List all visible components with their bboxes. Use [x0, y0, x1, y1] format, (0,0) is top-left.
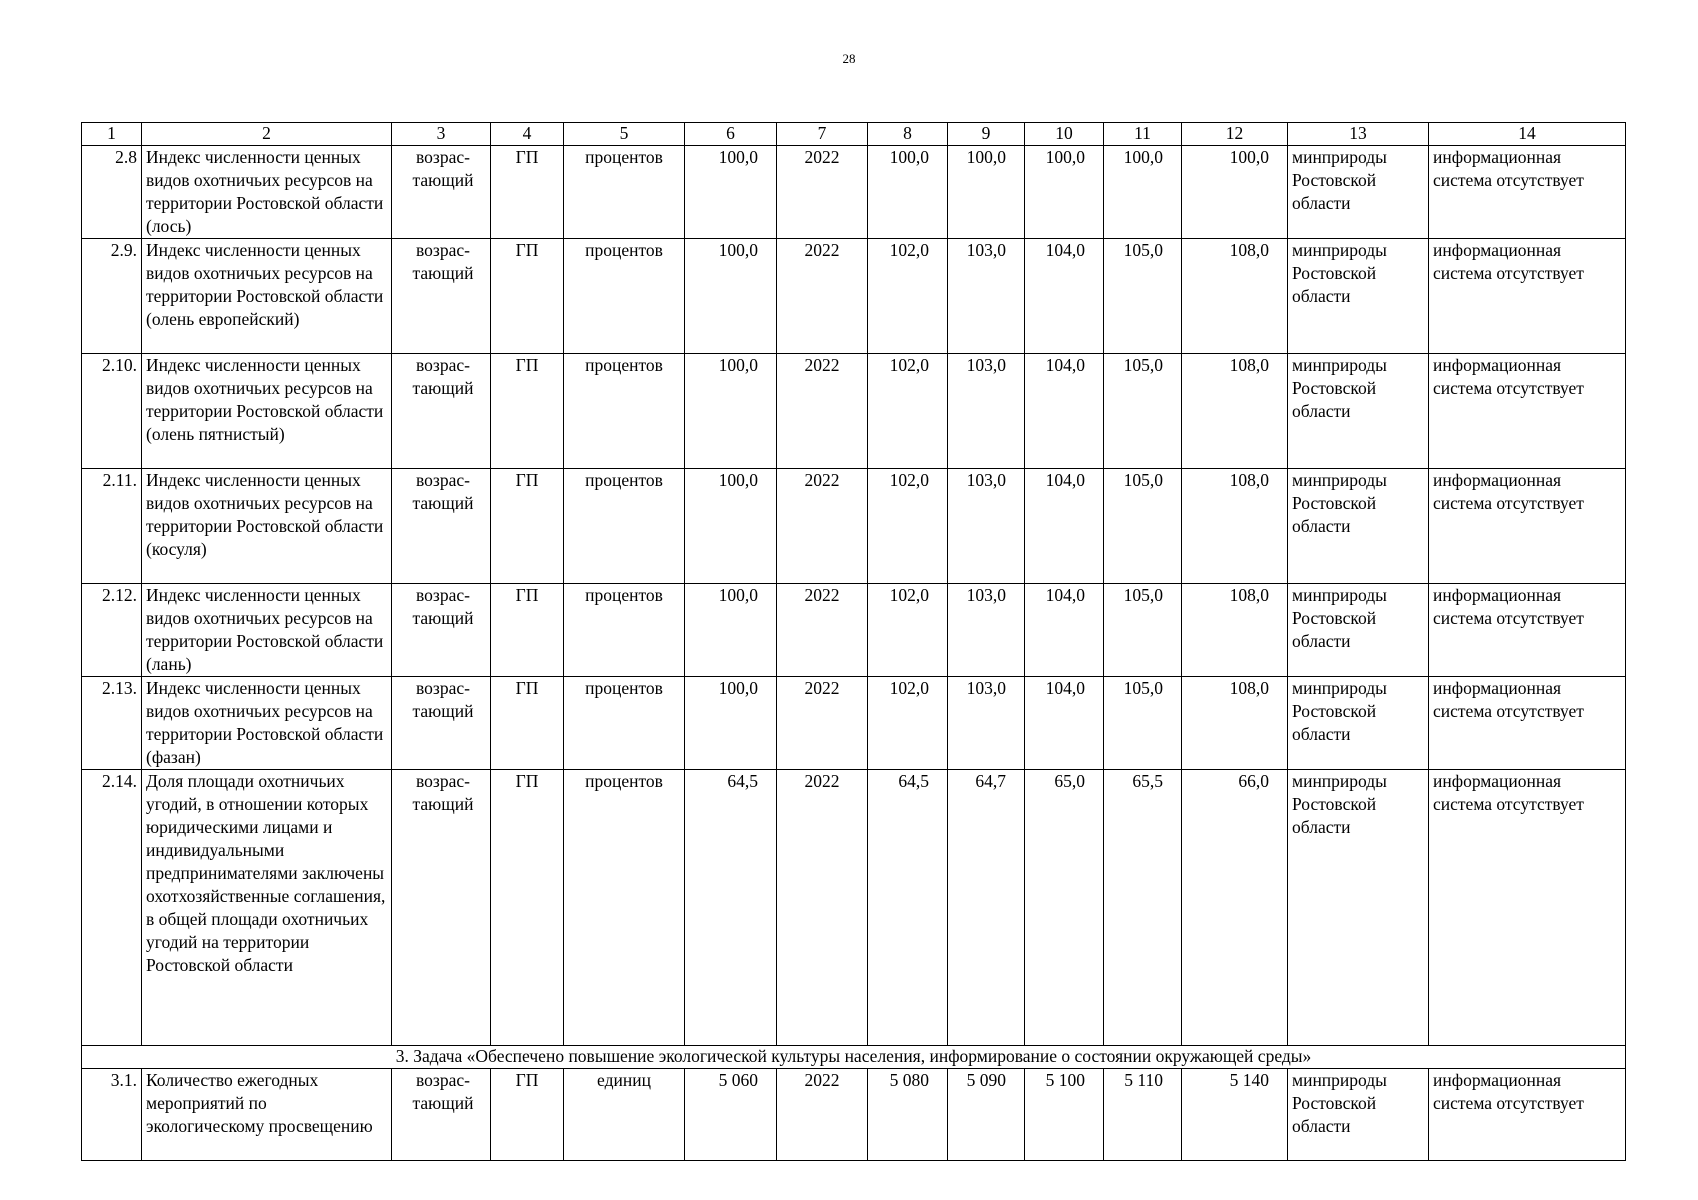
type-cell: ГП	[491, 770, 564, 1046]
column-header: 8	[868, 123, 948, 146]
trend-cell: возрас-тающий	[392, 469, 491, 584]
base-year-cell: 2022	[777, 770, 868, 1046]
column-header: 5	[564, 123, 685, 146]
responsible-cell: минприроды Ростовской области	[1288, 239, 1429, 354]
info-system-cell: информационная система отсутствует	[1429, 1069, 1626, 1161]
value-cell: 103,0	[948, 677, 1025, 770]
base-value-cell: 100,0	[685, 354, 777, 469]
value-cell: 103,0	[948, 354, 1025, 469]
column-header: 10	[1025, 123, 1104, 146]
base-value-cell: 100,0	[685, 677, 777, 770]
column-header: 7	[777, 123, 868, 146]
indicator-name: Доля площади охотничьих угодий, в отношении которых юридическими лицами и индивидуальными предпринимателями заключены охотхозяйственные соглашения, в общей площади охотничьих угодий на территории Ростовской области	[142, 770, 392, 1046]
section-3	[82, 1046, 1626, 1069]
base-year-cell: 2022	[777, 469, 868, 584]
column-header: 1	[82, 123, 142, 146]
value-cell: 105,0	[1104, 584, 1182, 677]
info-system-cell: информационная система отсутствует	[1429, 770, 1626, 1046]
indicator-name: Индекс численности ценных видов охотничьих ресурсов на территории Ростовской области (лось)	[142, 146, 392, 239]
value-cell: 64,7	[948, 770, 1025, 1046]
table-row	[82, 239, 1626, 354]
value-cell: 102,0	[868, 677, 948, 770]
column-header: 11	[1104, 123, 1182, 146]
value-cell: 100,0	[1025, 146, 1104, 239]
value-cell: 66,0	[1182, 770, 1288, 1046]
info-system-cell: информационная система отсутствует	[1429, 146, 1626, 239]
value-cell: 5 110	[1104, 1069, 1182, 1161]
value-cell: 104,0	[1025, 584, 1104, 677]
info-system-cell: информационная система отсутствует	[1429, 677, 1626, 770]
value-cell: 105,0	[1104, 239, 1182, 354]
trend-cell: возрас-тающий	[392, 239, 491, 354]
value-cell: 5 090	[948, 1069, 1025, 1161]
unit-cell: процентов	[564, 677, 685, 770]
column-header: 12	[1182, 123, 1288, 146]
value-cell: 108,0	[1182, 239, 1288, 354]
group-3-rows	[82, 1069, 1626, 1161]
value-cell: 100,0	[948, 146, 1025, 239]
column-header: 13	[1288, 123, 1429, 146]
trend-cell: возрас-тающий	[392, 1069, 491, 1161]
type-cell: ГП	[491, 354, 564, 469]
column-header: 9	[948, 123, 1025, 146]
value-cell: 100,0	[1104, 146, 1182, 239]
table-row	[82, 1069, 1626, 1161]
type-cell: ГП	[491, 1069, 564, 1161]
indicator-name: Количество ежегодных мероприятий по экологическому просвещению	[142, 1069, 392, 1161]
responsible-cell: минприроды Ростовской области	[1288, 469, 1429, 584]
table-row	[82, 770, 1626, 1046]
section-title: 3. Задача «Обеспечено повышение экологической культуры населения, информирование о состоянии окружающей среды»	[82, 1046, 1626, 1069]
row-number: 2.13.	[82, 677, 142, 770]
value-cell: 104,0	[1025, 677, 1104, 770]
value-cell: 5 140	[1182, 1069, 1288, 1161]
table-row	[82, 677, 1626, 770]
value-cell: 108,0	[1182, 469, 1288, 584]
value-cell: 108,0	[1182, 584, 1288, 677]
type-cell: ГП	[491, 677, 564, 770]
info-system-cell: информационная система отсутствует	[1429, 239, 1626, 354]
unit-cell: процентов	[564, 770, 685, 1046]
value-cell: 104,0	[1025, 354, 1104, 469]
table-row	[82, 469, 1626, 584]
base-value-cell: 100,0	[685, 146, 777, 239]
trend-cell: возрас-тающий	[392, 770, 491, 1046]
unit-cell: процентов	[564, 469, 685, 584]
column-header: 14	[1429, 123, 1626, 146]
value-cell: 100,0	[868, 146, 948, 239]
base-value-cell: 5 060	[685, 1069, 777, 1161]
value-cell: 65,0	[1025, 770, 1104, 1046]
value-cell: 103,0	[948, 584, 1025, 677]
row-number: 3.1.	[82, 1069, 142, 1161]
value-cell: 105,0	[1104, 354, 1182, 469]
base-year-cell: 2022	[777, 354, 868, 469]
row-number: 2.9.	[82, 239, 142, 354]
type-cell: ГП	[491, 584, 564, 677]
unit-cell: процентов	[564, 354, 685, 469]
base-year-cell: 2022	[777, 146, 868, 239]
column-header: 3	[392, 123, 491, 146]
column-number-row	[82, 123, 1626, 146]
base-year-cell: 2022	[777, 584, 868, 677]
row-number: 2.8	[82, 146, 142, 239]
indicator-name: Индекс численности ценных видов охотничьих ресурсов на территории Ростовской области (олень европейский)	[142, 239, 392, 354]
value-cell: 108,0	[1182, 354, 1288, 469]
value-cell: 104,0	[1025, 469, 1104, 584]
unit-cell: процентов	[564, 239, 685, 354]
type-cell: ГП	[491, 239, 564, 354]
value-cell: 104,0	[1025, 239, 1104, 354]
trend-cell: возрас-тающий	[392, 354, 491, 469]
responsible-cell: минприроды Ростовской области	[1288, 677, 1429, 770]
type-cell: ГП	[491, 469, 564, 584]
value-cell: 102,0	[868, 469, 948, 584]
trend-cell: возрас-тающий	[392, 677, 491, 770]
base-value-cell: 100,0	[685, 469, 777, 584]
group-2-rows	[82, 146, 1626, 1046]
value-cell: 65,5	[1104, 770, 1182, 1046]
base-year-cell: 2022	[777, 1069, 868, 1161]
responsible-cell: минприроды Ростовской области	[1288, 770, 1429, 1046]
value-cell: 105,0	[1104, 677, 1182, 770]
table-row	[82, 146, 1626, 239]
trend-cell: возрас-тающий	[392, 146, 491, 239]
value-cell: 100,0	[1182, 146, 1288, 239]
indicator-name: Индекс численности ценных видов охотничьих ресурсов на территории Ростовской области (косуля)	[142, 469, 392, 584]
page-number: 28	[842, 51, 856, 66]
responsible-cell: минприроды Ростовской области	[1288, 354, 1429, 469]
info-system-cell: информационная система отсутствует	[1429, 584, 1626, 677]
table-row	[82, 354, 1626, 469]
value-cell: 103,0	[948, 469, 1025, 584]
base-value-cell: 100,0	[685, 584, 777, 677]
base-year-cell: 2022	[777, 677, 868, 770]
unit-cell: процентов	[564, 146, 685, 239]
value-cell: 103,0	[948, 239, 1025, 354]
column-header: 2	[142, 123, 392, 146]
value-cell: 102,0	[868, 584, 948, 677]
indicator-name: Индекс численности ценных видов охотничьих ресурсов на территории Ростовской области (олень пятнистый)	[142, 354, 392, 469]
base-value-cell: 100,0	[685, 239, 777, 354]
base-value-cell: 64,5	[685, 770, 777, 1046]
trend-cell: возрас-тающий	[392, 584, 491, 677]
value-cell: 5 100	[1025, 1069, 1104, 1161]
info-system-cell: информационная система отсутствует	[1429, 469, 1626, 584]
indicators-table	[81, 122, 1626, 1161]
responsible-cell: минприроды Ростовской области	[1288, 584, 1429, 677]
indicator-name: Индекс численности ценных видов охотничьих ресурсов на территории Ростовской области (фазан)	[142, 677, 392, 770]
unit-cell: процентов	[564, 584, 685, 677]
value-cell: 64,5	[868, 770, 948, 1046]
responsible-cell: минприроды Ростовской области	[1288, 1069, 1429, 1161]
base-year-cell: 2022	[777, 239, 868, 354]
indicator-name: Индекс численности ценных видов охотничьих ресурсов на территории Ростовской области (лань)	[142, 584, 392, 677]
value-cell: 105,0	[1104, 469, 1182, 584]
row-number: 2.12.	[82, 584, 142, 677]
column-header: 6	[685, 123, 777, 146]
info-system-cell: информационная система отсутствует	[1429, 354, 1626, 469]
value-cell: 102,0	[868, 239, 948, 354]
column-header: 4	[491, 123, 564, 146]
value-cell: 102,0	[868, 354, 948, 469]
unit-cell: единиц	[564, 1069, 685, 1161]
value-cell: 5 080	[868, 1069, 948, 1161]
row-number: 2.11.	[82, 469, 142, 584]
type-cell: ГП	[491, 146, 564, 239]
table-row	[82, 584, 1626, 677]
row-number: 2.10.	[82, 354, 142, 469]
row-number: 2.14.	[82, 770, 142, 1046]
section-row	[82, 1046, 1626, 1069]
value-cell: 108,0	[1182, 677, 1288, 770]
responsible-cell: минприроды Ростовской области	[1288, 146, 1429, 239]
